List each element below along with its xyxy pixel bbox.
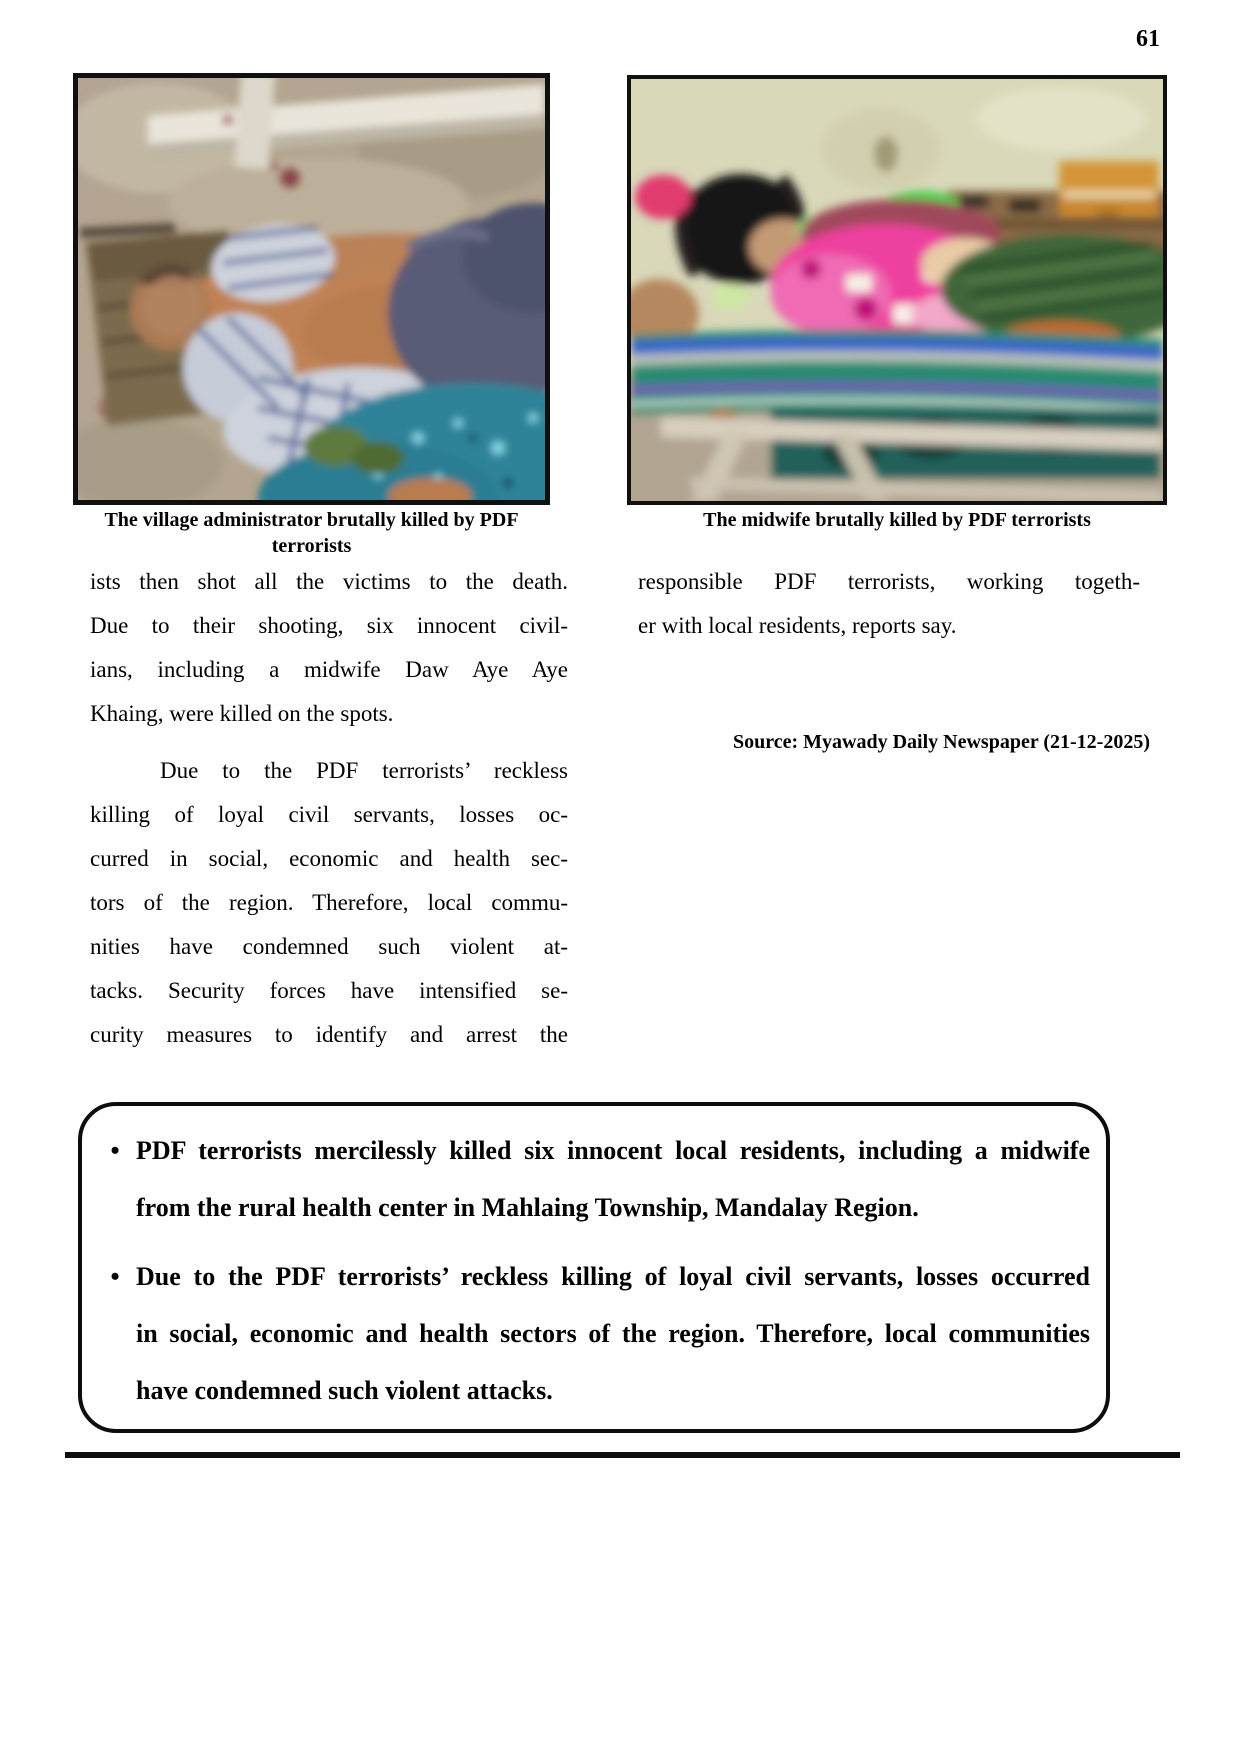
text-line: ists then shot all the victims to the death. [90, 569, 568, 594]
article-column-right [638, 560, 1140, 648]
text-line: tacks. Security forces have intensified se- [90, 978, 568, 1003]
text-line: Khaing, were killed on the spots. [90, 701, 394, 726]
paragraph [90, 749, 568, 1057]
text-line: killing of loyal civil servants, losses oc- [90, 802, 568, 827]
text-line: responsible PDF terrorists, working togeth- [638, 569, 1140, 594]
text-line: Due to the PDF terrorists’ reckless [160, 758, 568, 783]
bullet-text [136, 1248, 1090, 1419]
text-line: ians, including a midwife Daw Aye Aye [90, 657, 568, 682]
summary-box [78, 1102, 1110, 1433]
text-line: from the rural health center in Mahlaing Township, Mandalay Region. [136, 1193, 919, 1222]
photo-illustration [78, 78, 545, 500]
text-line: have condemned such violent attacks. [136, 1376, 553, 1405]
page-number: 61 [1136, 26, 1160, 52]
text-line: er with local residents, reports say. [638, 613, 957, 638]
article-column-left [90, 560, 568, 1057]
text-line: tors of the region. Therefore, local commu- [90, 890, 568, 915]
text-line: Due to the PDF terrorists’ reckless killing of loyal civil servants, losses occurred [136, 1262, 1090, 1291]
text-line: in social, economic and health sectors of the region. Therefore, local communities [136, 1319, 1090, 1348]
paragraph [90, 560, 568, 736]
source-attribution: Source: Myawady Daily Newspaper (21-12-2025) [732, 731, 1150, 753]
caption-midwife: The midwife brutally killed by PDF terrorists [703, 509, 1091, 531]
bullet-item [94, 1122, 1090, 1236]
bullet-marker: • [110, 1136, 120, 1165]
text-line: PDF terrorists mercilessly killed six innocent local residents, including a midwife [136, 1136, 1090, 1165]
photo-midwife [627, 75, 1167, 505]
text-line: curity measures to identify and arrest the [90, 1022, 568, 1047]
photo-illustration [631, 79, 1163, 501]
text-line: curred in social, economic and health sec- [90, 846, 568, 871]
photo-village-administrator [73, 73, 550, 505]
text-line: Due to their shooting, six innocent civil- [90, 613, 568, 638]
bullet-text [136, 1122, 1090, 1236]
bottom-rule [65, 1452, 1180, 1458]
text-line: nities have condemned such violent at- [90, 934, 568, 959]
bullet-item [94, 1248, 1090, 1419]
paragraph [638, 560, 1140, 648]
bullet-marker: • [110, 1262, 120, 1291]
caption-village-administrator: The village administrator brutally killed by PDF terrorists [104, 509, 519, 557]
